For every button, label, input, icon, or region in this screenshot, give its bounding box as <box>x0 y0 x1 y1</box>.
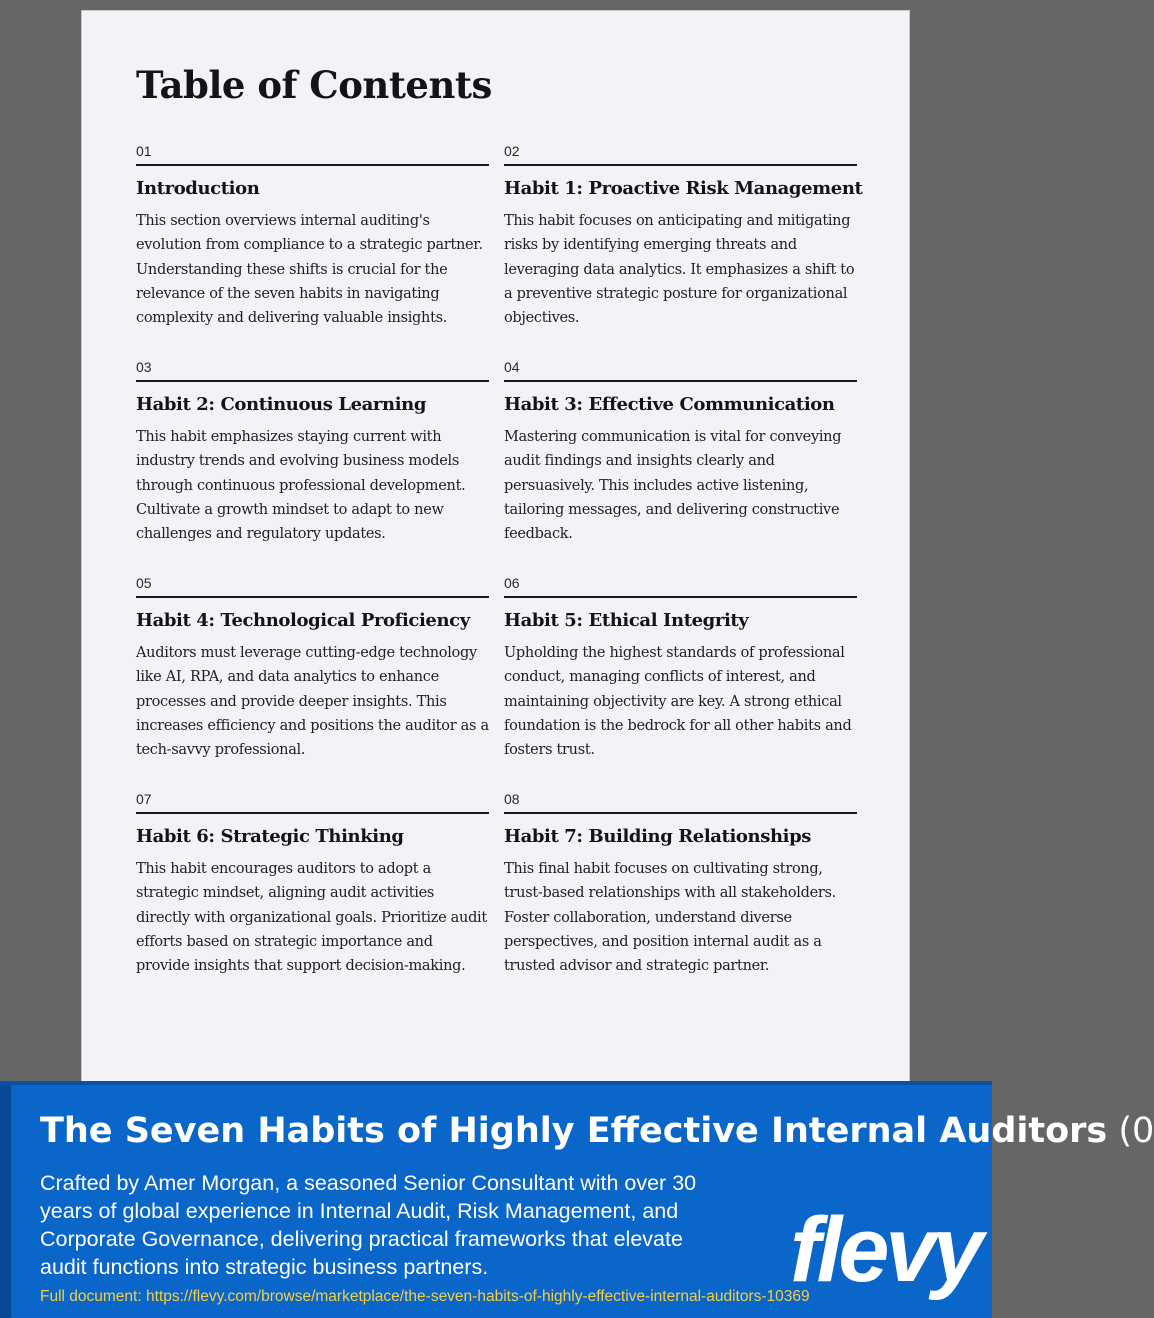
divider <box>136 380 489 382</box>
entry-description: Upholding the highest standards of professional conduct, managing conflicts of interest, and maintaining objectivity are key. A strong ethical foundation is the bedrock for all other habits and fosters trust. <box>504 645 852 759</box>
entry-description: Mastering communication is vital for conveying audit findings and insights clearly and persuasively. This includes active listening, tailoring messages, and delivering constructive feedback. <box>504 429 842 543</box>
promo-banner <box>0 1081 1154 1318</box>
banner-edge <box>0 1085 11 1318</box>
entry-title: Habit 5: Ethical Integrity <box>504 610 749 631</box>
toc-entry-06 <box>504 575 857 791</box>
entry-title: Habit 3: Effective Communication <box>504 394 835 415</box>
full-document-link[interactable]: Full document: https://flevy.com/browse/marketplace/the-seven-habits-of-highly-effective-internal-auditors-10369 <box>40 1288 810 1305</box>
flevy-logo-text: flevy <box>790 1199 980 1301</box>
toc-title: Table of Contents <box>136 63 492 107</box>
entry-title: Habit 1: Proactive Risk Management <box>504 178 863 199</box>
toc-entry-04 <box>504 359 857 575</box>
toc-entry-02 <box>504 143 863 359</box>
divider <box>136 596 489 598</box>
toc-entry-01 <box>136 143 489 359</box>
entry-description: Auditors must leverage cutting-edge technology like AI, RPA, and data analytics to enhance processes and provide deeper insights. This increases efficiency and positions the auditor as a tech-savvy professional. <box>136 645 489 759</box>
divider <box>136 164 489 166</box>
banner-title <box>40 1111 1154 1151</box>
entry-title: Habit 4: Technological Proficiency <box>136 610 470 631</box>
entry-description: This final habit focuses on cultivating strong, trust-based relationships with all stakeholders. Foster collaboration, understand diverse perspectives, and position internal audit as a trusted advisor and strategic partner. <box>504 861 836 975</box>
entry-number: 01 <box>136 143 152 159</box>
entry-number: 05 <box>136 575 152 591</box>
divider <box>504 812 857 814</box>
entry-description: This habit emphasizes staying current with industry trends and evolving business models through continuous professional development. Cultivate a growth mindset to adapt to new challenges and regulatory updates. <box>136 429 466 543</box>
entry-description: This section overviews internal auditing's evolution from compliance to a strategic partner. Understanding these shifts is crucial for the relevance of the seven habits in navigating complexity and delivering valuable insights. <box>136 213 483 327</box>
entry-title: Habit 6: Strategic Thinking <box>136 826 404 847</box>
banner-description: Crafted by Amer Morgan, a seasoned Senior Consultant with over 30 years of global experience in Internal Audit, Risk Management, and Corporate Governance, delivering practical frameworks that elevate audit functions into strategic business partners. <box>40 1171 697 1279</box>
divider <box>504 380 857 382</box>
toc-entry-08 <box>504 791 857 1007</box>
banner-title-text: The Seven Habits of Highly Effective Internal Auditors <box>40 1111 1108 1151</box>
document-page <box>81 10 910 1110</box>
toc-entry-05 <box>136 575 489 791</box>
divider <box>504 164 857 166</box>
toc-entries <box>136 143 863 1007</box>
entry-number: 04 <box>504 359 520 375</box>
toc-entry-03 <box>136 359 489 575</box>
entry-number: 07 <box>136 791 152 807</box>
entry-description: This habit encourages auditors to adopt a strategic mindset, aligning audit activities directly with organizational goals. Prioritize audit efforts based on strategic importance and provide insights that support decision-making. <box>136 861 487 975</box>
entry-number: 03 <box>136 359 152 375</box>
entry-title: Habit 7: Building Relationships <box>504 826 811 847</box>
flevy-logo <box>788 1199 980 1301</box>
entry-number: 08 <box>504 791 520 807</box>
entry-number: 02 <box>504 143 520 159</box>
entry-title: Habit 2: Continuous Learning <box>136 394 427 415</box>
entry-title: Introduction <box>136 178 260 199</box>
divider <box>136 812 489 814</box>
toc-entry-07 <box>136 791 489 1007</box>
entry-description: This habit focuses on anticipating and mitigating risks by identifying emerging threats and leveraging data analytics. It emphasizes a shift to a preventive strategic posture for organizational objectives. <box>504 213 855 327</box>
entry-number: 06 <box>504 575 520 591</box>
banner-title-suffix: (0 <box>1107 1111 1154 1151</box>
divider <box>504 596 857 598</box>
